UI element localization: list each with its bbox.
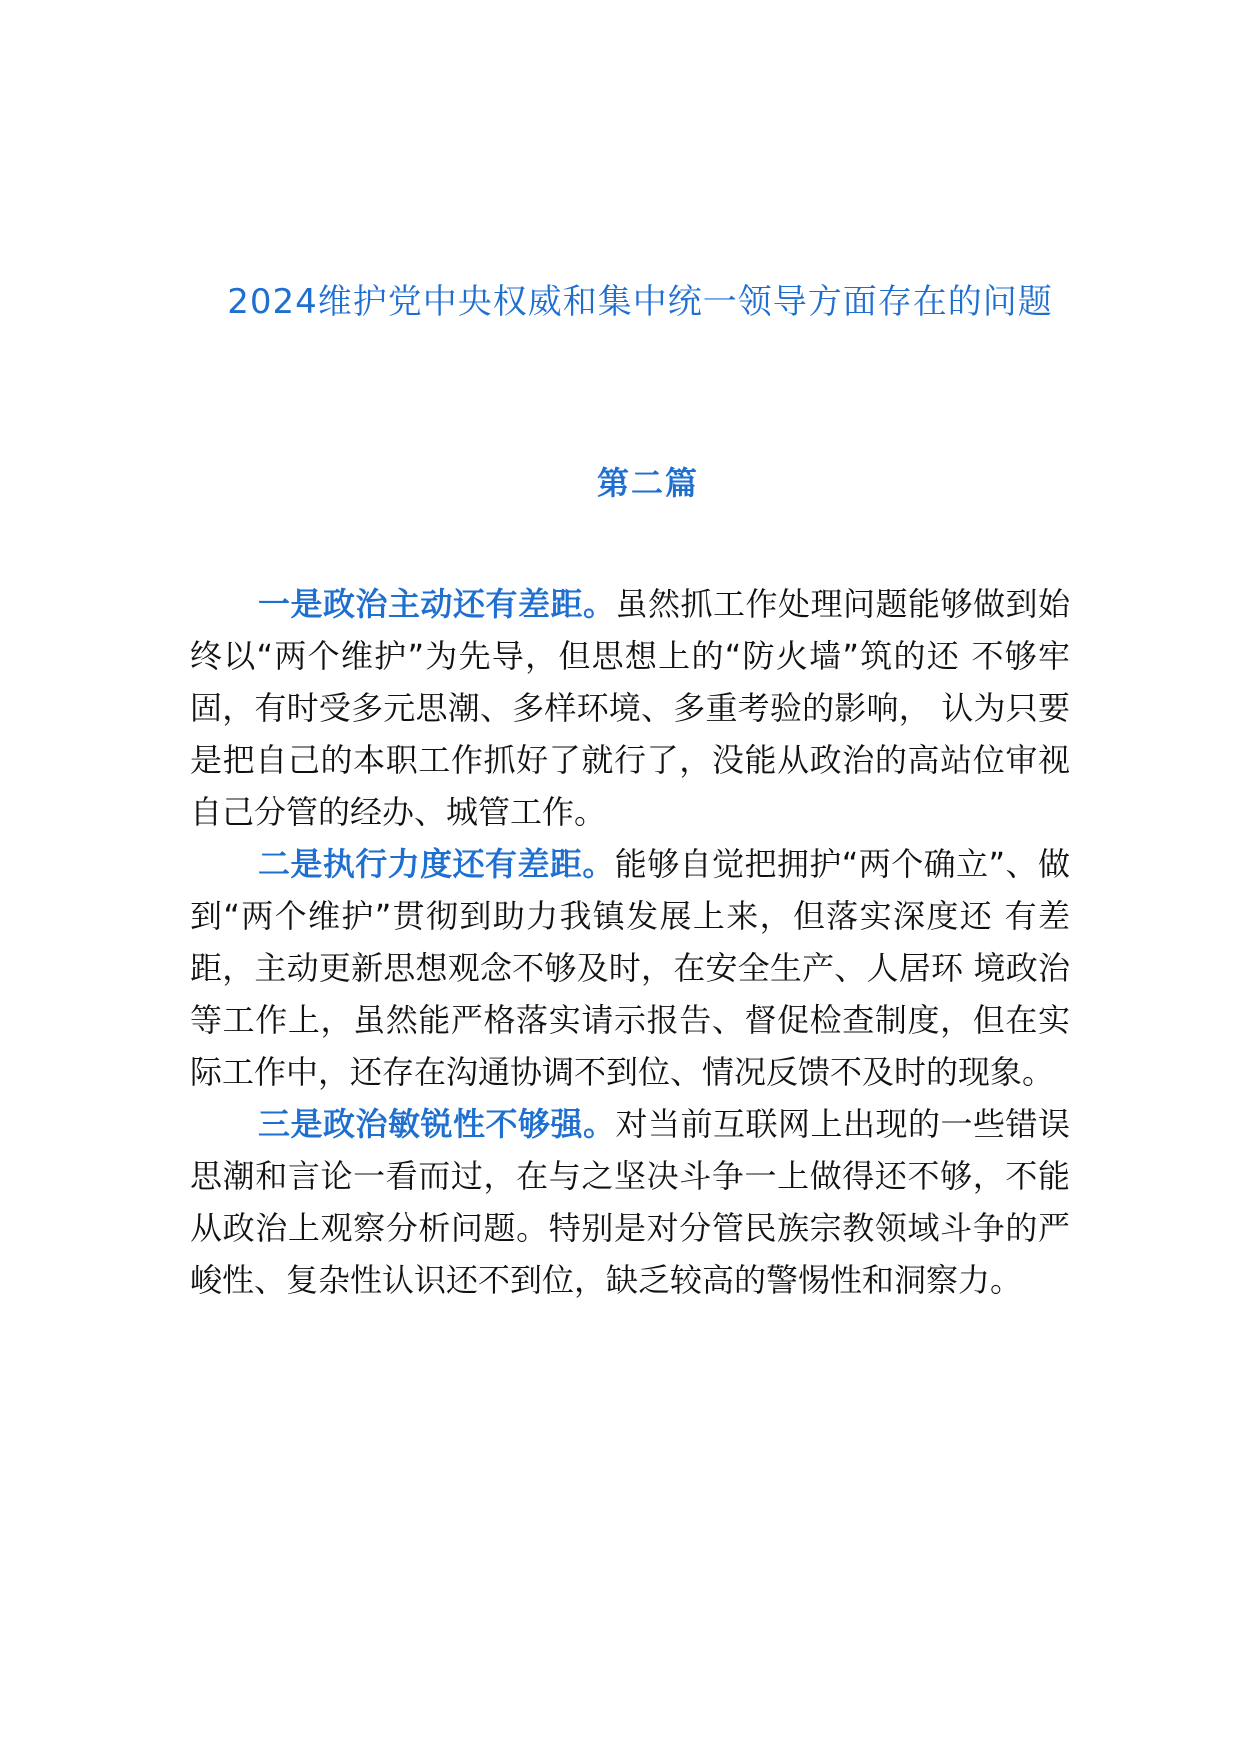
paragraph-lead: 三是政治敏锐性不够强。 bbox=[258, 1105, 616, 1143]
document-body bbox=[190, 578, 1070, 1306]
section-heading: 第二篇 bbox=[596, 464, 699, 502]
paragraph-1 bbox=[190, 578, 1070, 838]
paragraph-text: 虽然抓工作处理问题能够做到始终以“两个维护”为先导，但思想上的“防火墙”筑的还 不够牢固，有时受多元思潮、多样环境、多重考验的影响， 认为只要是把自己的本职工作抓好了就行了，没能从政治的高站位审视自己分管的经办、城管工作。 bbox=[190, 585, 1070, 831]
document-title: 2024维护党中央权威和集中统一领导方面存在的问题 bbox=[227, 282, 1053, 322]
paragraph-text: 能够自觉把拥护“两个确立”、做到“两个维护”贯彻到助力我镇发展上来，但落实深度还 有差距，主动更新思想观念不够及时，在安全生产、人居环 境政治等工作上，虽然能严格落实请示报告、督促检查制度，但在实际工作中，还存在沟通协调不到位、情况反馈不及时的现象。 bbox=[190, 845, 1070, 1091]
paragraph-2 bbox=[190, 838, 1070, 1098]
paragraph-text: 对当前互联网上出现的一些错误思潮和言论一看而过，在与之坚决斗争一上做得还不够，不能从政治上观察分析问题。特别是对分管民族宗教领域斗争的严峻性、复杂性认识还不到位，缺乏较高的警惕性和洞察力。 bbox=[190, 1105, 1070, 1299]
paragraph-lead: 一是政治主动还有差距。 bbox=[258, 585, 616, 623]
paragraph-lead: 二是执行力度还有差距。 bbox=[258, 845, 615, 883]
paragraph-3 bbox=[190, 1098, 1070, 1306]
